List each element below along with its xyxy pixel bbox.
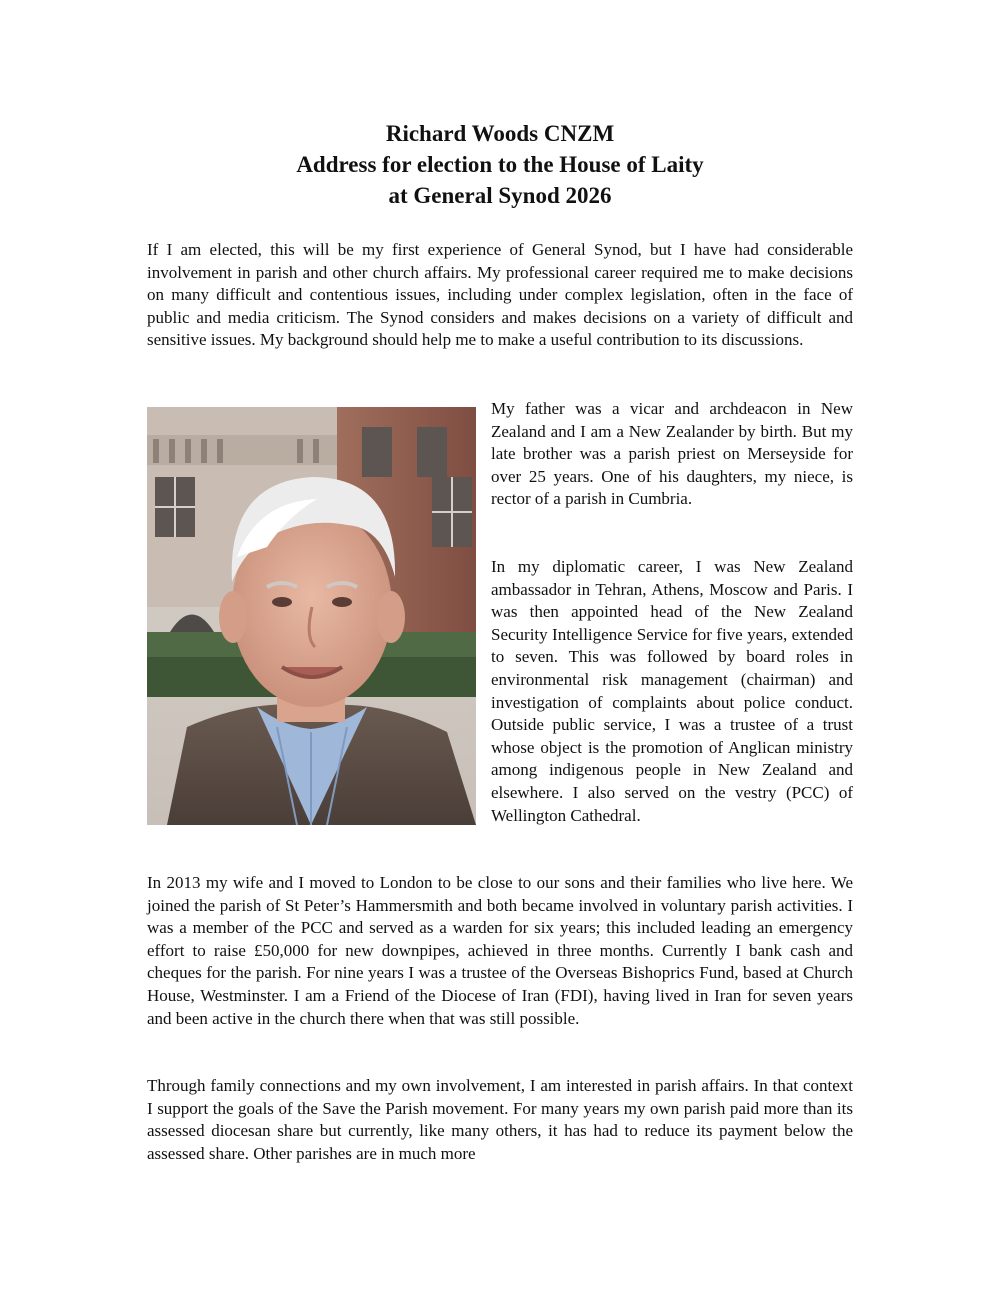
title-address: Address for election to the House of Laity <box>296 152 704 177</box>
intro-paragraph: If I am elected, this will be my first experience of General Synod, but I have had considerable involvement in parish and other church affairs. My professional career required me to make decisions on many difficult and contentious issues, including under complex legislation, often in the face of public and media criticism. The Synod considers and makes decisions on a variety of difficult and sensitive issues. My background should help me to make a useful contribution to its discussions. <box>147 240 853 350</box>
parish-paragraph: Through family connections and my own involvement, I am interested in parish affairs. In that context I support the goals of the Save the Parish movement. For many years my own parish paid more than its assessed diocesan share but currently, like many others, it has had to reduce its payment below the assessed share. Other parishes are in much more <box>147 1076 853 1163</box>
candidate-photo <box>147 407 476 825</box>
london-paragraph: In 2013 my wife and I moved to London to be close to our sons and their families who live here. We joined the parish of St Peter’s Hammersmith and both became involved in voluntary parish activities. I was a member of the PCC and served as a warden for six years; this included leading an emergency effort to raise £50,000 for new downpipes, achieved in three months. Currently I bank cash and cheques for the parish. For nine years I was a trustee of the Overseas Bishoprics Fund, based at Church House, Westminster. I am a Friend of the Diocese of Iran (FDI), having lived in Iran for seven years and been active in the church there when that was still possible. <box>147 873 853 1028</box>
title-name: Richard Woods CNZM <box>385 121 615 146</box>
family-paragraph: My father was a vicar and archdeacon in New Zealand and I am a New Zealander by birth. But my late brother was a parish priest on Merseyside for over 25 years. One of his daughters, my niece, is rector of a parish in Cumbria. <box>491 399 853 509</box>
document-title <box>147 118 853 211</box>
title-synod: at General Synod 2026 <box>388 183 612 208</box>
career-paragraph: In my diplomatic career, I was New Zealand ambassador in Tehran, Athens, Moscow and Paris. I was then appointed head of the New Zealand Security Intelligence Service for five years, extended to seven. This was followed by board roles in environmental risk management (chairman) and investigation of complaints about police conduct. Outside public service, I was a trustee of a trust whose object is the promotion of Anglican ministry among indigenous people in New Zealand and elsewhere. I also served on the vestry (PCC) of Wellington Cathedral. <box>491 557 853 825</box>
